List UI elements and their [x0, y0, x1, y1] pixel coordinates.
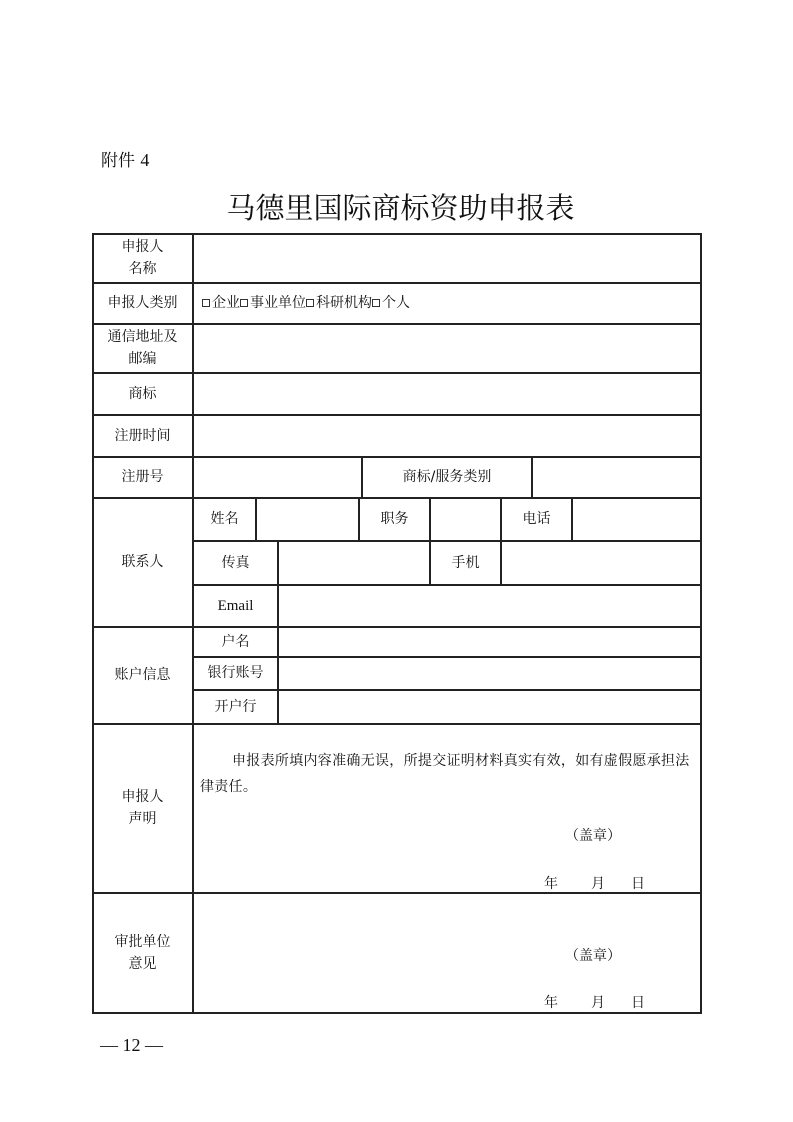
declaration-seal: （盖章）	[565, 828, 621, 844]
bank-label: 开户行	[214, 698, 257, 715]
approval-label-line2: 意见	[128, 955, 157, 972]
page-number: — 12 —	[100, 1035, 163, 1055]
table-border-bottom	[92, 1012, 702, 1014]
contact-fax-label: 传真	[221, 554, 250, 571]
checkbox-icon[interactable]	[240, 299, 248, 307]
approval-seal: （盖章）	[565, 948, 621, 964]
option-label: 事业单位	[250, 295, 306, 311]
contact-phone-label: 电话	[522, 511, 551, 527]
approval-label-line1: 审批单位	[114, 933, 171, 950]
attachment-number: 4	[140, 150, 150, 170]
option-public-institution[interactable]	[240, 292, 306, 314]
declaration-date	[544, 873, 645, 893]
trademark-label: 商标	[128, 385, 157, 402]
registration-number-label: 注册号	[121, 469, 164, 485]
account-holder-field[interactable]	[279, 627, 700, 656]
table-border-right	[700, 233, 702, 1014]
address-label	[93, 324, 192, 372]
approval-date	[544, 992, 645, 1012]
contact-name-label: 姓名	[210, 511, 239, 527]
registration-date-field[interactable]	[194, 415, 700, 456]
contact-name-field[interactable]	[257, 498, 358, 540]
applicant-name-label	[93, 234, 192, 282]
bank-field[interactable]	[279, 690, 700, 723]
attachment-label	[101, 146, 149, 171]
trademark-class-field[interactable]	[533, 457, 700, 497]
address-field[interactable]	[194, 324, 700, 372]
applicant-type-options	[194, 283, 700, 323]
contact-mobile-field[interactable]	[502, 541, 700, 584]
applicant-name-label-line2: 名称	[128, 261, 157, 277]
year-label: 年	[544, 876, 558, 892]
declaration-label	[93, 724, 192, 892]
trademark-class-label: 商标/服务类别	[402, 469, 492, 485]
option-label: 企业	[212, 295, 240, 311]
month-label: 月	[591, 995, 605, 1011]
account-number-label: 银行账号	[207, 665, 264, 681]
registration-date-label: 注册时间	[114, 427, 171, 444]
checkbox-icon[interactable]	[306, 299, 314, 307]
month-label: 月	[591, 876, 605, 892]
option-research-institute[interactable]	[306, 292, 372, 314]
checkbox-icon[interactable]	[372, 299, 380, 307]
contact-email-field[interactable]	[279, 585, 700, 626]
option-enterprise[interactable]	[202, 292, 240, 314]
contact-position-field[interactable]	[431, 498, 500, 540]
page-title: 马德里国际商标资助申报表	[226, 191, 575, 225]
attachment-text: 附件	[101, 151, 135, 171]
address-label-line1: 通信地址及	[107, 329, 178, 345]
registration-number-field[interactable]	[194, 457, 361, 497]
contact-mobile-label: 手机	[451, 554, 480, 571]
year-label: 年	[544, 995, 558, 1011]
applicant-name-field[interactable]	[194, 234, 700, 282]
contact-email-label: Email	[217, 597, 254, 614]
account-holder-label: 户名	[221, 633, 250, 650]
contact-section-label: 联系人	[121, 554, 164, 570]
trademark-field[interactable]	[194, 373, 700, 414]
contact-position-label: 职务	[380, 511, 409, 527]
option-label: 科研机构	[316, 295, 372, 311]
account-section-label: 账户信息	[114, 667, 171, 683]
applicant-type-label: 申报人类别	[107, 295, 178, 311]
account-number-field[interactable]	[279, 657, 700, 689]
option-label: 个人	[382, 295, 410, 311]
checkbox-icon[interactable]	[202, 299, 210, 307]
approval-label	[93, 893, 192, 1012]
declaration-text: 申报表所填内容准确无误，所提交证明材料真实有效，如有虚假愿承担法律责任。	[200, 753, 690, 795]
address-label-line2: 邮编	[128, 351, 157, 367]
contact-fax-field[interactable]	[279, 541, 429, 584]
applicant-name-label-line1: 申报人	[121, 239, 164, 255]
contact-phone-field[interactable]	[573, 498, 700, 540]
option-individual[interactable]	[372, 292, 410, 314]
declaration-label-line1: 申报人	[121, 789, 164, 805]
day-label: 日	[631, 876, 645, 892]
declaration-label-line2: 声明	[128, 811, 157, 827]
day-label: 日	[631, 995, 645, 1011]
